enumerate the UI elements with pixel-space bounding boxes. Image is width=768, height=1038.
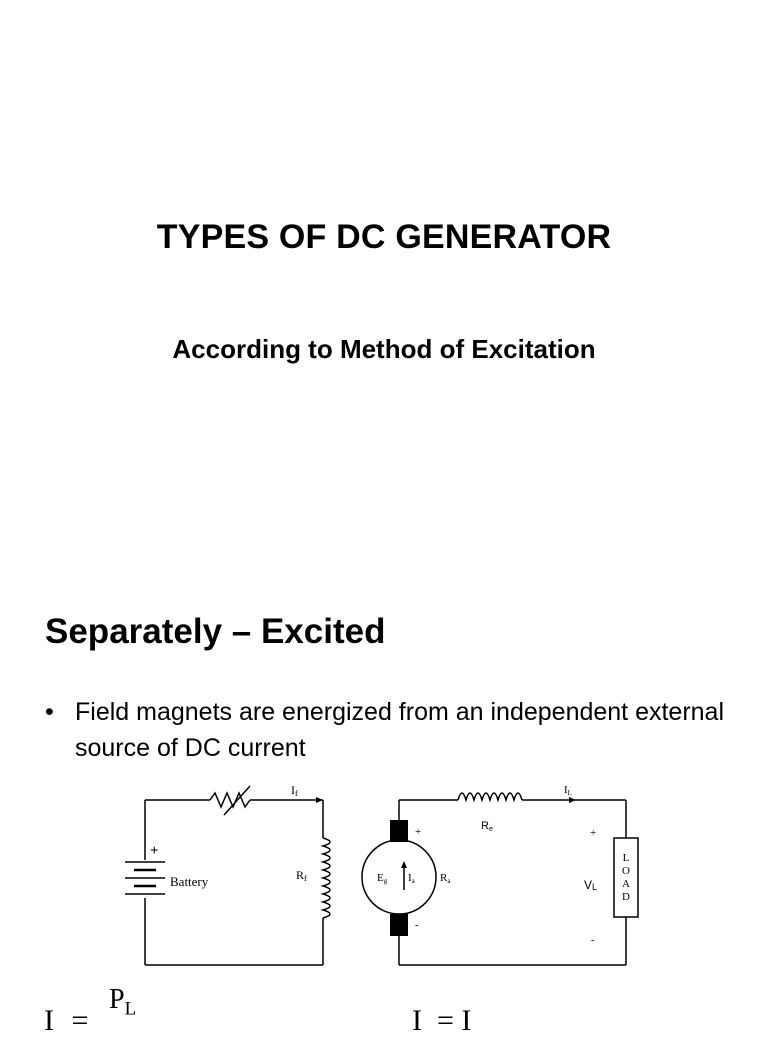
armature-circuit — [362, 793, 638, 965]
rheostat-arrow — [224, 786, 250, 815]
armature-current-arrowhead — [401, 861, 407, 868]
equation-left-equals: = — [71, 1004, 89, 1037]
bullet-text: Field magnets are energized from an independent external source of DC current — [75, 698, 725, 762]
series-resistance-label: Re — [481, 820, 493, 833]
load-letter: A — [622, 878, 630, 890]
field-current-arrow — [316, 797, 323, 803]
armature-resistance-label: Ra — [440, 872, 451, 885]
armature-current-label: Ia — [408, 872, 415, 885]
brush-top — [390, 820, 408, 842]
bullet-dot: • — [45, 698, 54, 726]
section-heading: Separately – Excited — [45, 612, 386, 651]
field-current-label: If — [291, 783, 298, 798]
load-letter: O — [622, 865, 630, 877]
armature-plus: + — [415, 826, 422, 838]
load-voltage-label: VL — [584, 878, 598, 892]
load-current-arrow — [569, 797, 576, 803]
field-rheostat — [210, 793, 250, 807]
series-resistance-coil — [458, 793, 522, 800]
load-minus: - — [591, 934, 595, 946]
equation-left-lhs: I — [44, 1004, 54, 1037]
load-letter: D — [622, 891, 630, 903]
equation-right: I = I — [412, 1004, 472, 1037]
load-current-label: IL — [564, 784, 572, 797]
battery-label: Battery — [170, 874, 209, 889]
separately-excited-circuit-diagram — [0, 770, 768, 975]
equation-left — [44, 1004, 88, 1038]
armature-minus: - — [415, 919, 419, 931]
battery-symbol — [125, 862, 165, 894]
battery-plus: + — [150, 843, 159, 859]
generated-emf-label: Eg — [377, 872, 388, 885]
equation-numerator: $P_L$ — [109, 984, 137, 1020]
slide-subtitle: According to Method of Excitation — [172, 334, 596, 364]
field-resistance-label: Rf — [296, 868, 307, 883]
field-coil — [323, 838, 330, 918]
armature-circle — [362, 840, 436, 914]
brush-bottom — [390, 914, 408, 936]
bullet-item — [45, 694, 745, 766]
load-letter: L — [622, 852, 630, 864]
slide-title: TYPES OF DC GENERATOR — [156, 218, 612, 256]
load-plus: + — [590, 827, 597, 839]
